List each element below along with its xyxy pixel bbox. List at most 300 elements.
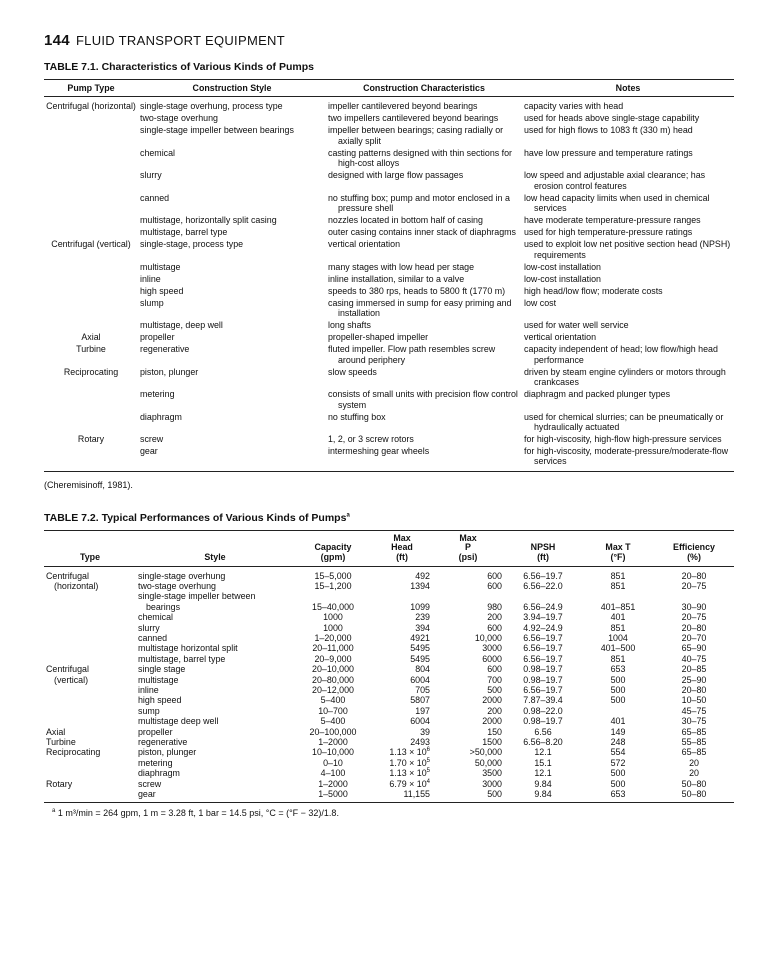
table2-col-header xyxy=(432,530,504,566)
table2-cell-text: 50–80 xyxy=(681,789,707,800)
table2-cell-text: 10,000 xyxy=(474,632,502,643)
table1-row xyxy=(44,286,734,298)
table2-cell-text: 10–10,000 xyxy=(312,747,354,758)
table2-cell xyxy=(136,591,294,601)
table2-exponent: 5 xyxy=(426,757,430,764)
table2-row xyxy=(44,779,734,789)
table1-cell xyxy=(44,125,138,147)
table2-cell xyxy=(582,747,654,757)
table2-cell-text: 20–80,000 xyxy=(312,674,354,685)
table2-row xyxy=(44,633,734,643)
table2-cell xyxy=(654,727,734,737)
table1-cell-text: low head capacity limits when used in chemical services xyxy=(524,192,710,213)
pump-characteristics-table xyxy=(44,79,734,472)
table2-cell xyxy=(432,727,504,737)
table2-col-header xyxy=(136,530,294,566)
table2-cell-text: 20–70 xyxy=(681,632,707,643)
table1-cell xyxy=(522,125,734,147)
table2-cell xyxy=(582,612,654,622)
table1-cell xyxy=(138,239,326,261)
table2-cell-text: 6.56–19.7 xyxy=(523,653,563,664)
table2-cell-text: >50,000 xyxy=(469,747,502,758)
table1-cell xyxy=(522,274,734,286)
table2-cell-text: 2493 xyxy=(410,737,430,748)
table2-cell-text: 150 xyxy=(487,726,502,737)
table1-cell xyxy=(138,320,326,332)
table1-row xyxy=(44,344,734,366)
table2-cell-text: 500 xyxy=(610,674,626,685)
table2-col-header xyxy=(504,530,582,566)
table2-cell-text: 1–2000 xyxy=(318,778,348,789)
table2-cell-text: 65–90 xyxy=(681,643,707,654)
table2-cell-text: 5807 xyxy=(410,695,430,706)
table2-cell-text: 1394 xyxy=(410,580,430,591)
table1-cell-text: for high-viscosity, moderate-pressure/moderate-flow services xyxy=(524,446,729,467)
table2-cell-text: 20–9,000 xyxy=(314,653,352,664)
table1-row xyxy=(44,125,734,147)
table2-cell-text: 3.94–19.7 xyxy=(523,612,563,623)
table1-cell-text: driven by steam engine cylinders or motors through crankcases xyxy=(524,366,726,388)
table2-cell xyxy=(44,633,136,643)
table2-cell-text: diaphragm xyxy=(138,768,180,779)
table2-cell xyxy=(136,768,294,778)
table2-cell xyxy=(654,779,734,789)
table1-cell xyxy=(138,332,326,344)
table2-cell xyxy=(582,581,654,591)
running-title: FLUID TRANSPORT EQUIPMENT xyxy=(75,33,285,48)
table2-cell-text: 1–2000 xyxy=(318,737,348,748)
table2-cell-text: 11,155 xyxy=(403,789,430,800)
table1-cell xyxy=(522,262,734,274)
table1-cell xyxy=(522,113,734,125)
table1-cell xyxy=(522,239,734,261)
table2-cell xyxy=(432,716,504,726)
table1-cell-text: slurry xyxy=(140,170,162,181)
table2-cell xyxy=(136,727,294,737)
table2-cell xyxy=(504,706,582,716)
table2-col-header-line: (°F) xyxy=(610,551,626,562)
table2-cell xyxy=(136,695,294,705)
table2-cell-text: 20 xyxy=(689,768,699,779)
table1-row xyxy=(44,389,734,411)
table2-cell-text: 6.56–22.0 xyxy=(523,580,563,591)
table2-caption-footnote-mark: a xyxy=(346,512,350,519)
table2-cell-text: 65–85 xyxy=(681,747,707,758)
table2-cell xyxy=(294,591,372,601)
table1-cell-text: have low pressure and temperature ratings xyxy=(524,147,693,158)
table2-cell xyxy=(582,716,654,726)
table1-row xyxy=(44,367,734,389)
table2-cell-text: screw xyxy=(138,778,162,789)
table2-cell xyxy=(654,716,734,726)
table2-cell xyxy=(372,643,432,653)
table2-cell xyxy=(44,664,136,674)
table1-cell xyxy=(522,286,734,298)
table2-col-header-line: (gpm) xyxy=(320,551,346,562)
table2-cell-text: 3000 xyxy=(482,778,502,789)
table1-cell xyxy=(522,215,734,227)
table1-cell xyxy=(326,97,522,114)
table1-cell xyxy=(326,412,522,434)
table1-col-header: Construction Style xyxy=(138,80,326,97)
table2-cell-text: 197 xyxy=(415,705,430,716)
table1-cell xyxy=(522,320,734,332)
table2-cell-text: Axial xyxy=(46,726,66,737)
table1-cell-text: capacity independent of head; low flow/high head performance xyxy=(524,344,718,365)
table2-cell xyxy=(44,747,136,757)
table2-footnote xyxy=(52,808,734,818)
footnote-text: 1 m³/min = 264 gpm, 1 m = 3.28 ft, 1 bar = 14.5 psi, °C = (°F − 32)/1.8. xyxy=(57,808,339,819)
table2-cell xyxy=(582,768,654,778)
table2-cell-text: 500 xyxy=(487,684,502,695)
table2-cell xyxy=(582,643,654,653)
table2-cell xyxy=(372,768,432,778)
table2-cell xyxy=(432,643,504,653)
table1-cell xyxy=(522,332,734,344)
table1-cell xyxy=(326,344,522,366)
table1-cell xyxy=(522,446,734,471)
table2-cell-text: 39 xyxy=(420,726,430,737)
table2-cell xyxy=(294,612,372,622)
table1-cell xyxy=(138,125,326,147)
table2-cell xyxy=(294,664,372,674)
table2-cell xyxy=(372,675,432,685)
table2-row xyxy=(44,716,734,726)
table2-row xyxy=(44,737,734,747)
table2-cell-text: inline xyxy=(138,684,159,695)
table2-cell-text: Turbine xyxy=(46,737,76,748)
table2-cell xyxy=(654,675,734,685)
table2-cell xyxy=(136,716,294,726)
table1-cell xyxy=(138,193,326,215)
table1-cell xyxy=(138,434,326,446)
table2-cell xyxy=(136,706,294,716)
table1-cell xyxy=(138,367,326,389)
table2-caption xyxy=(44,512,734,524)
table2-cell xyxy=(294,747,372,757)
table2-cell-text: Centrifugal xyxy=(46,570,89,581)
table1-cell xyxy=(138,170,326,192)
table2-cell-text: multistage deep well xyxy=(138,716,219,727)
table1-cell xyxy=(44,367,138,389)
table2-cell xyxy=(582,633,654,643)
table1-cell xyxy=(522,148,734,170)
table1-cell-text: regenerative xyxy=(140,344,190,355)
table1-cell-text: diaphragm xyxy=(140,411,182,422)
table2-cell-text: 0.98–22.0 xyxy=(523,705,563,716)
table2-cell-text: 12.1 xyxy=(534,747,552,758)
table2-row xyxy=(44,664,734,674)
table1-cell xyxy=(522,227,734,239)
table2-cell xyxy=(44,695,136,705)
table2-col-header-line: Max T xyxy=(605,542,631,553)
table1-cell xyxy=(44,298,138,320)
table2-cell xyxy=(582,623,654,633)
table1-cell-text: high head/low flow; moderate costs xyxy=(524,285,663,296)
table2-cell xyxy=(432,581,504,591)
table1-cell xyxy=(138,344,326,366)
page xyxy=(44,32,734,818)
table2-caption-text: TABLE 7.2. Typical Performances of Various Kinds of Pumps xyxy=(44,511,347,524)
table1-cell-text: used for high temperature-pressure ratings xyxy=(524,227,693,238)
table2-cell xyxy=(44,716,136,726)
table1-cell-text: low-cost installation xyxy=(524,261,601,272)
table2-cell-text: 200 xyxy=(487,705,502,716)
table2-cell-text: 980 xyxy=(487,601,502,612)
table2-cell-text: 851 xyxy=(610,653,626,664)
table2-cell-text: Rotary xyxy=(46,778,73,789)
table2-cell xyxy=(654,643,734,653)
table1-cell-text: single-stage impeller between bearings xyxy=(140,125,294,136)
table2-cell xyxy=(136,602,294,612)
table2-cell-text: canned xyxy=(138,632,168,643)
table1-cell-text: single-stage overhung, process type xyxy=(140,101,283,112)
table2-cell xyxy=(372,779,432,789)
table2-cell-text: 0.98–19.7 xyxy=(523,716,563,727)
table2-cell-text: 50–80 xyxy=(681,778,707,789)
table2-cell xyxy=(654,737,734,747)
table2-cell xyxy=(294,581,372,591)
table1-col-header: Construction Characteristics xyxy=(326,80,522,97)
table2-cell xyxy=(372,612,432,622)
table2-row xyxy=(44,758,734,768)
table2-cell xyxy=(582,779,654,789)
table2-cell xyxy=(654,758,734,768)
table2-cell-text: 6.79 × 10 xyxy=(389,778,427,789)
table2-cell xyxy=(432,591,504,601)
table2-col-header-line: Head xyxy=(391,542,413,553)
table2-cell-text: single-stage overhung xyxy=(138,570,226,581)
table2-cell-text: 7.87–39.4 xyxy=(523,695,563,706)
table2-cell-text: 15–40,000 xyxy=(312,601,354,612)
table2-col-header-line: NPSH xyxy=(530,542,556,553)
table2-cell-text: 1.13 × 10 xyxy=(389,768,427,779)
table2-cell xyxy=(432,685,504,695)
table2-cell-text: 851 xyxy=(610,570,626,581)
table2-cell xyxy=(582,758,654,768)
table2-cell xyxy=(372,737,432,747)
table1-cell xyxy=(44,286,138,298)
table2-cell-text: 55–85 xyxy=(681,737,707,748)
table2-cell-text: 653 xyxy=(610,789,626,800)
table2-cell-text: piston, plunger xyxy=(138,747,197,758)
table1-cell xyxy=(326,332,522,344)
table2-col-header xyxy=(294,530,372,566)
table2-cell-text: 6004 xyxy=(410,716,430,727)
table2-cell-text: 9.84 xyxy=(534,789,552,800)
table1-cell-text: Rotary xyxy=(77,434,105,445)
table2-cell-text: 65–85 xyxy=(681,726,707,737)
table1-cell xyxy=(326,262,522,274)
table1-row xyxy=(44,446,734,471)
table2-cell xyxy=(44,779,136,789)
table2-cell xyxy=(582,654,654,664)
table2-cell-text: 0.98–19.7 xyxy=(523,664,563,675)
table2-cell xyxy=(504,737,582,747)
table2-cell xyxy=(582,727,654,737)
table2-cell xyxy=(294,737,372,747)
table2-cell-text: 149 xyxy=(610,726,626,737)
table2-cell-text: 40–75 xyxy=(681,653,707,664)
table2-cell xyxy=(504,675,582,685)
table1-cell-text: propeller xyxy=(140,332,175,343)
table1-cell-text: diaphragm and packed plunger types xyxy=(524,389,671,400)
table2-row xyxy=(44,581,734,591)
table1-cell-text: metering xyxy=(140,389,175,400)
table2-row xyxy=(44,768,734,778)
table2-cell-text: 401–500 xyxy=(600,643,636,654)
table2-cell-text: 653 xyxy=(610,664,626,675)
table2-cell xyxy=(294,779,372,789)
table1-cell xyxy=(522,389,734,411)
table1-cell-text: for high-viscosity, high-flow high-pressure services xyxy=(524,434,722,445)
table2-cell xyxy=(432,664,504,674)
table2-cell xyxy=(294,706,372,716)
footnote-mark: a xyxy=(52,808,56,815)
table1-cell xyxy=(326,367,522,389)
table1-col-header: Notes xyxy=(522,80,734,97)
table2-row xyxy=(44,623,734,633)
table1-cell-text: Centrifugal (vertical) xyxy=(51,239,131,250)
table1-cell xyxy=(522,367,734,389)
table2-cell-text: 6.56–19.7 xyxy=(523,643,563,654)
table2-col-header-line: (ft) xyxy=(537,551,549,562)
table2-cell xyxy=(136,779,294,789)
table2-cell-text: 30–75 xyxy=(681,716,707,727)
table2-cell xyxy=(136,758,294,768)
table2-cell-text: chemical xyxy=(138,612,174,623)
table2-cell xyxy=(294,623,372,633)
table1-cell xyxy=(138,148,326,170)
table2-cell-text: 1.13 × 10 xyxy=(389,747,427,758)
table2-cell-text: 2000 xyxy=(482,695,502,706)
table2-cell xyxy=(582,566,654,581)
table1-row xyxy=(44,215,734,227)
table1-cell xyxy=(326,239,522,261)
table2-cell xyxy=(136,654,294,664)
table2-col-header xyxy=(372,530,432,566)
table2-row xyxy=(44,747,734,757)
table1-cell-text: casing immersed in sump for easy priming and installation xyxy=(328,297,512,319)
table2-cell-text: 248 xyxy=(610,737,626,748)
table1-cell xyxy=(44,332,138,344)
table2-cell xyxy=(294,695,372,705)
table2-cell xyxy=(44,768,136,778)
table2-col-header-line: Efficiency xyxy=(673,542,715,553)
table2-cell xyxy=(504,768,582,778)
table2-cell xyxy=(432,737,504,747)
table2-cell-text: 1500 xyxy=(482,737,502,748)
table1-cell xyxy=(44,412,138,434)
table1-cell-text: slow speeds xyxy=(328,366,377,377)
table1-cell-text: have moderate temperature-pressure ranges xyxy=(524,215,701,226)
table2-cell-text: 6.56–19.7 xyxy=(523,570,563,581)
table2-exponent: 5 xyxy=(426,768,430,775)
table1-cell xyxy=(44,262,138,274)
table2-cell-text: 0.98–19.7 xyxy=(523,674,563,685)
table2-cell-text: 20–11,000 xyxy=(312,643,354,654)
table1-row xyxy=(44,412,734,434)
table1-cell-text: used to exploit low net positive section head (NPSH) requirements xyxy=(524,239,731,260)
table2-cell xyxy=(136,747,294,757)
table1-cell xyxy=(44,170,138,192)
table2-cell xyxy=(582,602,654,612)
table2-cell xyxy=(432,768,504,778)
table2-cell xyxy=(654,566,734,581)
table1-source: (Cheremisinoff, 1981). xyxy=(44,479,133,490)
table2-cell-text: Reciprocating xyxy=(46,747,101,758)
table2-cell xyxy=(294,768,372,778)
table2-cell xyxy=(294,602,372,612)
table1-row xyxy=(44,113,734,125)
table2-cell-text: 9.84 xyxy=(534,778,552,789)
table1-cell-text: two-stage overhung xyxy=(140,113,218,124)
table2-cell xyxy=(136,685,294,695)
table2-cell-text: slurry xyxy=(138,622,160,633)
table2-cell-text: 20–80 xyxy=(681,622,707,633)
table2-cell xyxy=(582,675,654,685)
table2-cell xyxy=(504,612,582,622)
table1-cell-text: Axial xyxy=(81,332,101,343)
table2-row xyxy=(44,789,734,803)
table2-cell xyxy=(654,612,734,622)
table2-cell-text: 5–400 xyxy=(320,695,346,706)
table2-row xyxy=(44,675,734,685)
table2-cell xyxy=(432,566,504,581)
table2-cell xyxy=(582,695,654,705)
table2-cell xyxy=(372,654,432,664)
table1-cell-text: high speed xyxy=(140,285,184,296)
table1-cell-text: intermeshing gear wheels xyxy=(328,446,430,457)
table2-cell xyxy=(504,789,582,803)
table1-cell xyxy=(138,389,326,411)
table2-row xyxy=(44,591,734,601)
table2-cell xyxy=(372,566,432,581)
table2-cell-text: 239 xyxy=(415,612,430,623)
table2-row xyxy=(44,643,734,653)
table2-cell-text: 401–851 xyxy=(600,601,636,612)
table2-cell xyxy=(294,685,372,695)
table2-cell xyxy=(582,737,654,747)
table2-row xyxy=(44,654,734,664)
table2-cell-text: 4.92–24.9 xyxy=(523,622,563,633)
table1-cell xyxy=(44,389,138,411)
table1-cell-text: vertical orientation xyxy=(328,239,401,250)
table2-cell-text: 6004 xyxy=(410,674,430,685)
table1-cell xyxy=(44,320,138,332)
table2-cell-text: 20–80 xyxy=(681,570,707,581)
table1-row xyxy=(44,148,734,170)
table2-cell xyxy=(44,685,136,695)
table2-col-header-line: (ft) xyxy=(396,551,408,562)
table2-cell xyxy=(372,706,432,716)
table2-cell-text: 6.56 xyxy=(534,726,552,737)
table1-cell xyxy=(44,97,138,114)
table2-cell xyxy=(294,716,372,726)
table1-cell-text: inline installation, similar to a valve xyxy=(328,273,465,284)
table2-cell xyxy=(44,581,136,591)
table2-cell-text: 3500 xyxy=(482,768,502,779)
table2-cell xyxy=(504,664,582,674)
table2-cell xyxy=(432,695,504,705)
table2-cell-text: 1–5000 xyxy=(318,789,348,800)
table2-cell xyxy=(432,758,504,768)
table2-cell-text: 6.56–8.20 xyxy=(523,737,563,748)
table2-cell-text: 600 xyxy=(487,570,502,581)
table2-cell-text: 1004 xyxy=(608,632,628,643)
table2-col-header-line: (psi) xyxy=(458,551,478,562)
table1-cell-text: low speed and adjustable axial clearance; has erosion control features xyxy=(524,170,706,191)
